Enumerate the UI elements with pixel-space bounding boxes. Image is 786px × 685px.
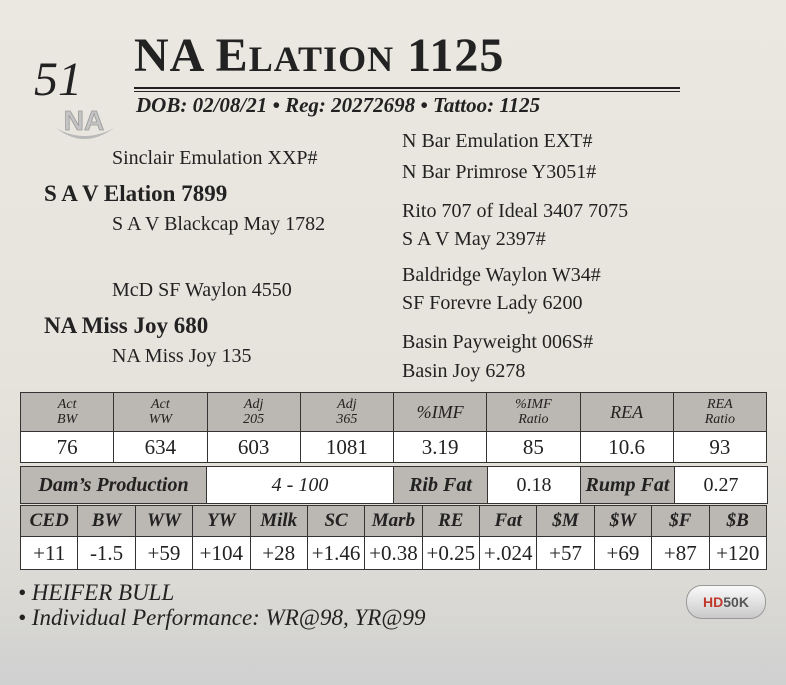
perf-value: 3.19 [394,432,487,463]
perf-value: 85 [487,432,580,463]
perf-header: %IMF Ratio [487,393,580,432]
perf-header: REA [580,393,673,432]
epd-value: +11 [21,537,78,570]
epd-value: +0.25 [422,537,479,570]
epd-value: +69 [594,537,651,570]
rump-fat-value: 0.27 [675,467,768,504]
dam-production-value: 4 - 100 [207,467,394,504]
dam-dam-sire: Basin Payweight 006S# [402,331,594,353]
epd-value: +104 [193,537,250,570]
dam-dam-dam: Basin Joy 6278 [402,360,526,382]
title-rule-thin [134,91,680,92]
perf-header: Act WW [114,393,207,432]
epd-value: +87 [652,537,709,570]
rib-fat-value: 0.18 [488,467,581,504]
dam-sire: McD SF Waylon 4550 [112,279,292,301]
sire-sire-sire: N Bar Emulation EXT# [402,130,593,152]
epd-header: Marb [365,506,422,537]
title-rule [134,87,680,89]
sire-dam-dam: S A V May 2397# [402,228,546,250]
dam-dam: NA Miss Joy 135 [112,345,252,367]
epd-header: $W [594,506,651,537]
epd-value: +59 [135,537,192,570]
epd-value: +.024 [480,537,537,570]
epd-table [20,505,767,570]
perf-value: 76 [21,432,114,463]
epd-header: $B [709,506,767,537]
logo-text: NA [63,105,105,136]
perf-header: Adj 205 [207,393,300,432]
perf-value: 93 [673,432,766,463]
epd-header: WW [135,506,192,537]
epd-header: Fat [480,506,537,537]
perf-value: 634 [114,432,207,463]
performance-table [20,392,767,463]
epd-header: CED [21,506,78,537]
rump-fat-label: Rump Fat [581,467,675,504]
perf-value: 10.6 [580,432,673,463]
production-table [20,466,768,504]
epd-value: +28 [250,537,307,570]
dam-sire-dam: SF Forevre Lady 6200 [402,292,583,314]
epd-header: Milk [250,506,307,537]
perf-value: 603 [207,432,300,463]
dam: NA Miss Joy 680 [44,313,209,338]
animal-title: NA ELATION 1125 [134,29,505,82]
epd-header: YW [193,506,250,537]
epd-value: +0.38 [365,537,422,570]
sire-sire: Sinclair Emulation XXP# [112,147,318,169]
epd-value: +1.46 [307,537,364,570]
epd-header: SC [307,506,364,537]
perf-header: REA Ratio [673,393,766,432]
hd50k-badge: HD50K [686,585,766,619]
dam-production-label: Dam’s Production [21,467,207,504]
registration-line: DOB: 02/08/21 • Reg: 20272698 • Tattoo: 1125 [136,93,541,117]
epd-header: $M [537,506,594,537]
perf-header: Act BW [21,393,114,432]
epd-header: BW [78,506,135,537]
rib-fat-label: Rib Fat [394,467,488,504]
na-logo [50,98,118,150]
epd-header: RE [422,506,479,537]
sire-dam: S A V Blackcap May 1782 [112,213,326,235]
note-individual-performance: • Individual Performance: WR@98, YR@99 [18,605,426,630]
note-heifer-bull: • HEIFER BULL [18,580,175,605]
sire-sire-dam: N Bar Primrose Y3051# [402,161,597,183]
epd-header: $F [652,506,709,537]
epd-value: -1.5 [78,537,135,570]
perf-value: 1081 [300,432,393,463]
dam-sire-sire: Baldridge Waylon W34# [402,264,601,286]
sire: S A V Elation 7899 [44,181,228,206]
epd-value: +57 [537,537,594,570]
perf-header: Adj 365 [300,393,393,432]
epd-value: +120 [709,537,767,570]
lot-number: 51 [34,53,82,106]
perf-header: %IMF [394,393,487,432]
sire-dam-sire: Rito 707 of Ideal 3407 7075 [402,200,629,222]
